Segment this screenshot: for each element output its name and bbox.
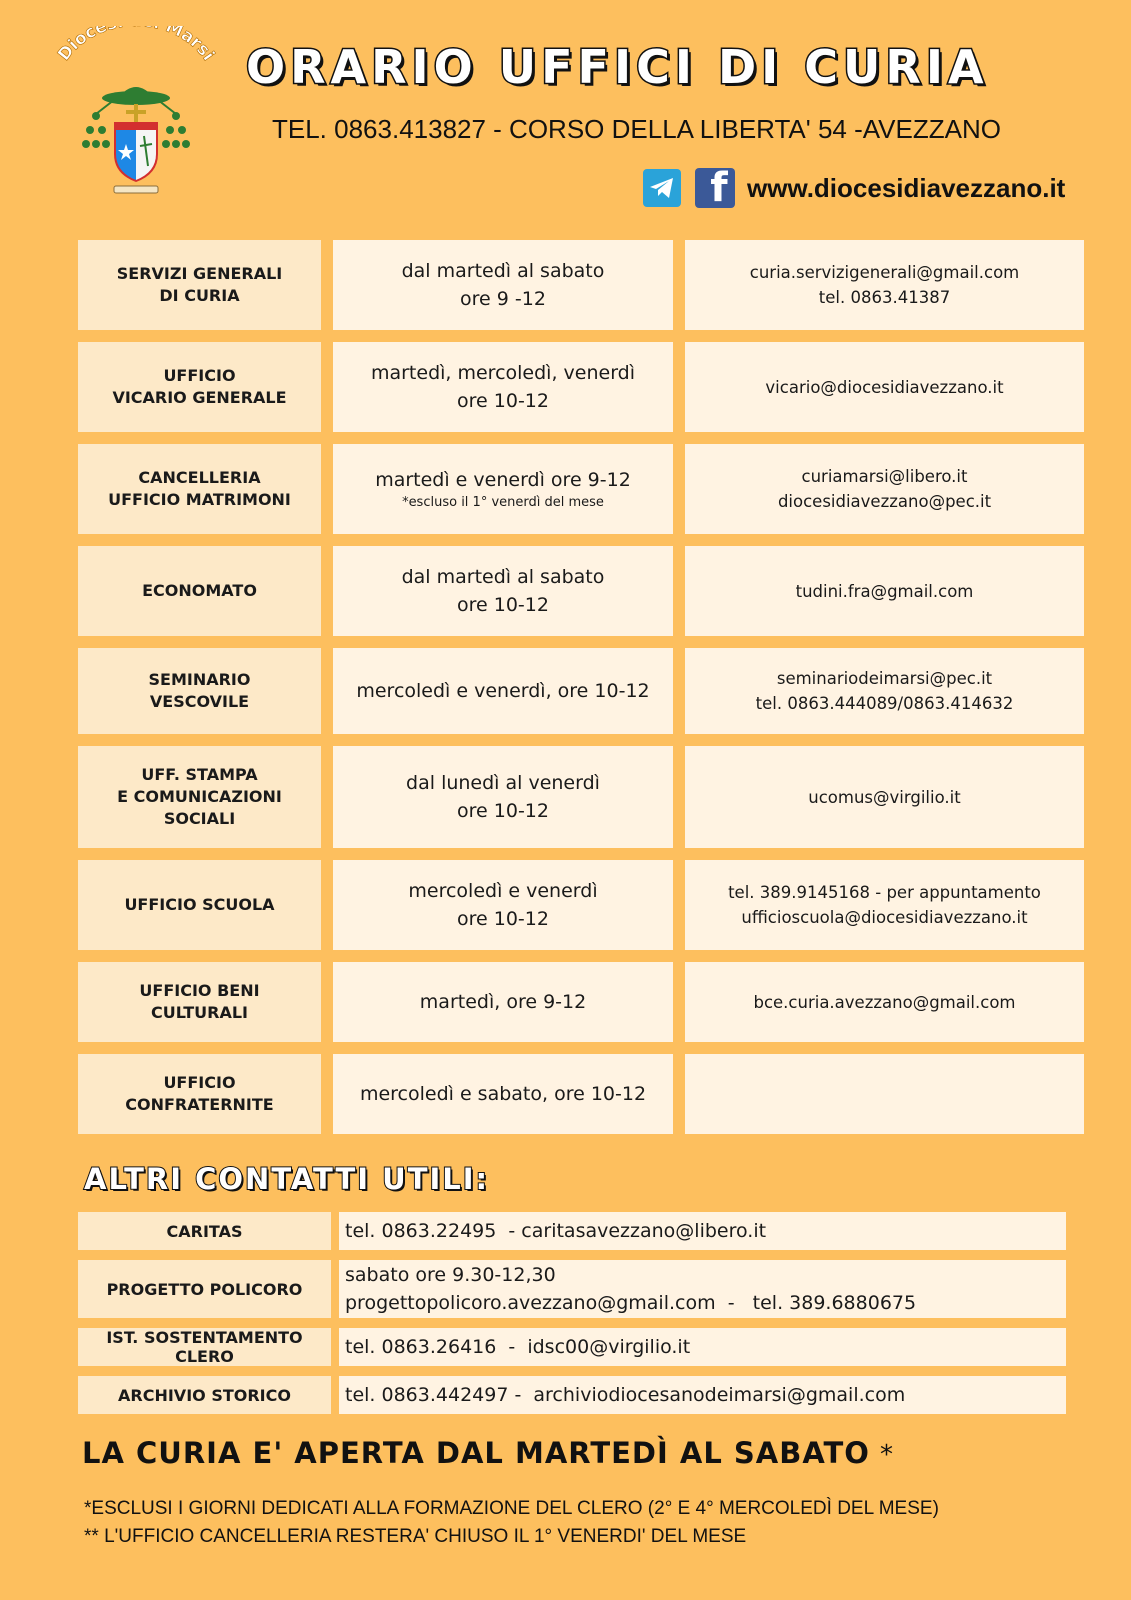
svg-text:Diocesi dei Marsi — [54, 26, 218, 65]
table-row — [78, 1260, 1066, 1318]
office-contact: ucomus@virgilio.it — [808, 787, 961, 807]
opening-days-text: LA CURIA E' APERTA DAL MARTEDÌ AL SABATO — [82, 1436, 870, 1470]
office-hours: dal martedì al sabato ore 10-12 — [401, 566, 605, 616]
footnote-2: ** L'UFFICIO CANCELLERIA RESTERA' CHIUSO IL 1° VENERDI' DEL MESE — [84, 1526, 747, 1547]
office-name: UFFICIO CONFRATERNITE — [78, 1054, 321, 1134]
office-contact-cell — [685, 444, 1084, 534]
office-hours-cell — [333, 546, 673, 636]
office-hours-note: *escluso il 1° venerdì del mese — [402, 495, 604, 510]
office-contact-cell — [685, 240, 1084, 330]
office-contact: tel. 389.9145168 - per appuntamento ufficioscuola@diocesidiavezzano.it — [728, 883, 1041, 927]
footnote-marker: * — [879, 1440, 894, 1470]
office-name: UFF. STAMPA E COMUNICAZIONI SOCIALI — [78, 746, 321, 848]
office-name: UFFICIO SCUOLA — [78, 860, 321, 950]
office-hours: mercoledì e venerdì ore 10-12 — [408, 880, 598, 930]
office-contact: curia.servizigenerali@gmail.com tel. 0863.41387 — [749, 263, 1020, 307]
office-contact-cell — [685, 746, 1084, 848]
office-hours: mercoledì e sabato, ore 10-12 — [359, 1083, 647, 1105]
table-row — [78, 342, 1084, 432]
facebook-icon[interactable]: f — [695, 168, 735, 208]
other-contacts-table — [78, 1212, 1066, 1424]
office-contact: curiamarsi@libero.it diocesidiavezzano@pec.it — [777, 467, 992, 511]
offices-table — [78, 240, 1084, 1146]
office-hours-cell — [333, 240, 673, 330]
office-contact-cell — [685, 546, 1084, 636]
website-link[interactable]: www.diocesidiavezzano.it — [747, 172, 1066, 203]
footnote-1: *ESCLUSI I GIORNI DEDICATI ALLA FORMAZIONE DEL CLERO (2° E 4° MERCOLEDÌ DEL MESE) — [84, 1498, 939, 1519]
office-hours-cell — [333, 962, 673, 1042]
table-row — [78, 860, 1084, 950]
office-hours-cell — [333, 648, 673, 734]
office-name: SERVIZI GENERALI DI CURIA — [78, 240, 321, 330]
contact-info: tel. 0863.26416 - idsc00@virgilio.it — [339, 1328, 1066, 1366]
office-name: CANCELLERIA UFFICIO MATRIMONI — [78, 444, 321, 534]
office-hours-cell — [333, 342, 673, 432]
curia-contact-line: TEL. 0863.413827 - CORSO DELLA LIBERTA' 54 -AVEZZANO — [272, 114, 1001, 144]
office-contact-cell — [685, 860, 1084, 950]
office-hours: mercoledì e venerdì, ore 10-12 — [356, 680, 650, 702]
office-name: UFFICIO BENI CULTURALI — [78, 962, 321, 1042]
contact-name: PROGETTO POLICORO — [78, 1260, 331, 1318]
office-contact-cell — [685, 342, 1084, 432]
diocese-logo — [44, 26, 229, 196]
table-row — [78, 240, 1084, 330]
office-hours: dal martedì al sabato ore 9 -12 — [401, 260, 605, 310]
contact-info: sabato ore 9.30-12,30 progettopolicoro.avezzano@gmail.com - tel. 389.6880675 — [339, 1260, 1066, 1318]
office-hours-cell — [333, 860, 673, 950]
table-row — [78, 1376, 1066, 1414]
office-contact: bce.curia.avezzano@gmail.com — [753, 992, 1016, 1012]
office-hours: martedì e venerdì ore 9-12 — [375, 469, 631, 491]
office-hours-cell — [333, 746, 673, 848]
table-row — [78, 1328, 1066, 1366]
office-contact: vicario@diocesidiavezzano.it — [765, 377, 1004, 397]
table-row — [78, 746, 1084, 848]
page-title: ORARIO UFFICI DI CURIA — [246, 40, 989, 94]
table-row — [78, 962, 1084, 1042]
opening-days-notice — [82, 1436, 894, 1470]
office-name: SEMINARIO VESCOVILE — [78, 648, 321, 734]
table-row — [78, 444, 1084, 534]
office-hours: martedì, ore 9-12 — [419, 991, 587, 1013]
office-hours-cell — [333, 1054, 673, 1134]
contact-name: IST. SOSTENTAMENTO CLERO — [78, 1328, 331, 1366]
table-row — [78, 1054, 1084, 1134]
office-hours: dal lunedì al venerdì ore 10-12 — [406, 772, 600, 822]
table-row — [78, 648, 1084, 734]
contact-info: tel. 0863.442497 - archiviodiocesanodeimarsi@gmail.com — [339, 1376, 1066, 1414]
other-contacts-heading: ALTRI CONTATTI UTILI: — [84, 1162, 490, 1196]
logo-text: Dioce Marsi — [54, 26, 219, 65]
office-contact: tudini.fra@gmail.com — [795, 581, 974, 601]
office-contact: seminariodeimarsi@pec.it tel. 0863.444089/0863.414632 — [755, 669, 1014, 713]
contact-name: CARITAS — [78, 1212, 331, 1250]
telegram-icon[interactable] — [643, 169, 681, 207]
table-row — [78, 1212, 1066, 1250]
coat-of-arms-icon — [44, 26, 229, 196]
table-row — [78, 546, 1084, 636]
office-contact-cell — [685, 648, 1084, 734]
office-name: ECONOMATO — [78, 546, 321, 636]
office-contact-cell — [685, 962, 1084, 1042]
office-hours: martedì, mercoledì, venerdì ore 10-12 — [370, 362, 636, 412]
contact-info: tel. 0863.22495 - caritasavezzano@libero.it — [339, 1212, 1066, 1250]
office-hours-cell — [333, 444, 673, 534]
social-links — [643, 168, 1065, 208]
office-name: UFFICIO VICARIO GENERALE — [78, 342, 321, 432]
contact-name: ARCHIVIO STORICO — [78, 1376, 331, 1414]
office-contact-cell — [685, 1054, 1084, 1134]
